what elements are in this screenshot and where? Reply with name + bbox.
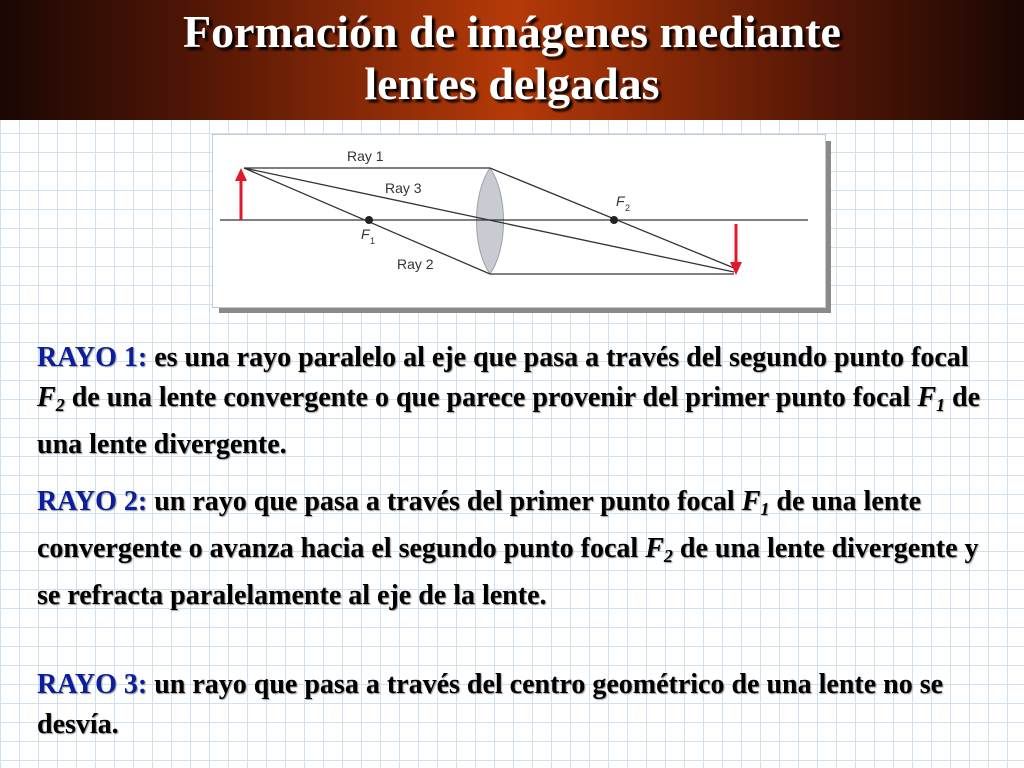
focal-point-f1 xyxy=(365,216,373,224)
slide-title-line-1: Formación de imágenes mediante xyxy=(183,6,841,57)
ray-1-symbol-f2-sub: 2 xyxy=(55,395,65,415)
ray-1-symbol-f1-sub: 1 xyxy=(936,395,946,415)
ray-1-label: Ray 1 xyxy=(347,148,384,164)
ray-1-tag: RAYO 1: xyxy=(37,342,148,373)
f1-subscript: 1 xyxy=(370,236,376,246)
thin-lens xyxy=(477,168,504,274)
f2-label: F xyxy=(616,193,625,209)
ray-3-description xyxy=(37,665,997,745)
slide-title xyxy=(0,6,1024,110)
ray-1-text-b: de una lente convergente o que parece provenir del primer punto focal xyxy=(64,382,918,413)
ray-2-text-c: de una lente divergente y se refracta paralelamente al eje de la lente. xyxy=(37,533,979,611)
ray-2-symbol-f2: F xyxy=(645,533,664,564)
ray-2-symbol-f1-sub: 1 xyxy=(760,499,770,519)
f2-subscript: 2 xyxy=(625,203,631,213)
ray-3-tag: RAYO 3: xyxy=(37,669,148,700)
f1-label: F xyxy=(361,226,370,242)
ray-1-symbol-f2: F xyxy=(37,382,56,413)
object-arrow-head xyxy=(235,168,247,181)
ray-2-text-a: un rayo que pasa a través del primer punto focal xyxy=(147,486,742,517)
ray-1-description xyxy=(37,338,997,465)
ray-3-label: Ray 3 xyxy=(385,180,422,196)
ray-2-tag: RAYO 2: xyxy=(37,486,148,517)
ray-1-symbol-f1: F xyxy=(917,382,937,413)
image-arrow-head xyxy=(730,262,742,275)
ray-2-symbol-f2-sub: 2 xyxy=(663,546,673,566)
lens-ray-diagram xyxy=(212,134,824,306)
ray-1-text-a: es una rayo paralelo al eje que pasa a través del segundo punto focal xyxy=(147,342,969,373)
slide-title-line-2: lentes delgadas xyxy=(364,58,660,109)
ray-1-text-c: de una lente divergente. xyxy=(37,382,981,460)
ray-2-description xyxy=(37,482,997,616)
ray-2-text-b: de una lente convergente o avanza hacia el segundo punto focal xyxy=(37,486,922,564)
focal-point-f2 xyxy=(610,216,618,224)
title-bar xyxy=(0,0,1024,120)
ray-diagram-svg xyxy=(212,134,824,306)
ray-2-label: Ray 2 xyxy=(397,256,434,272)
ray-2-symbol-f1: F xyxy=(741,486,761,517)
ray-3-text-a: un rayo que pasa a través del centro geométrico de una lente no se desvía. xyxy=(37,669,944,740)
